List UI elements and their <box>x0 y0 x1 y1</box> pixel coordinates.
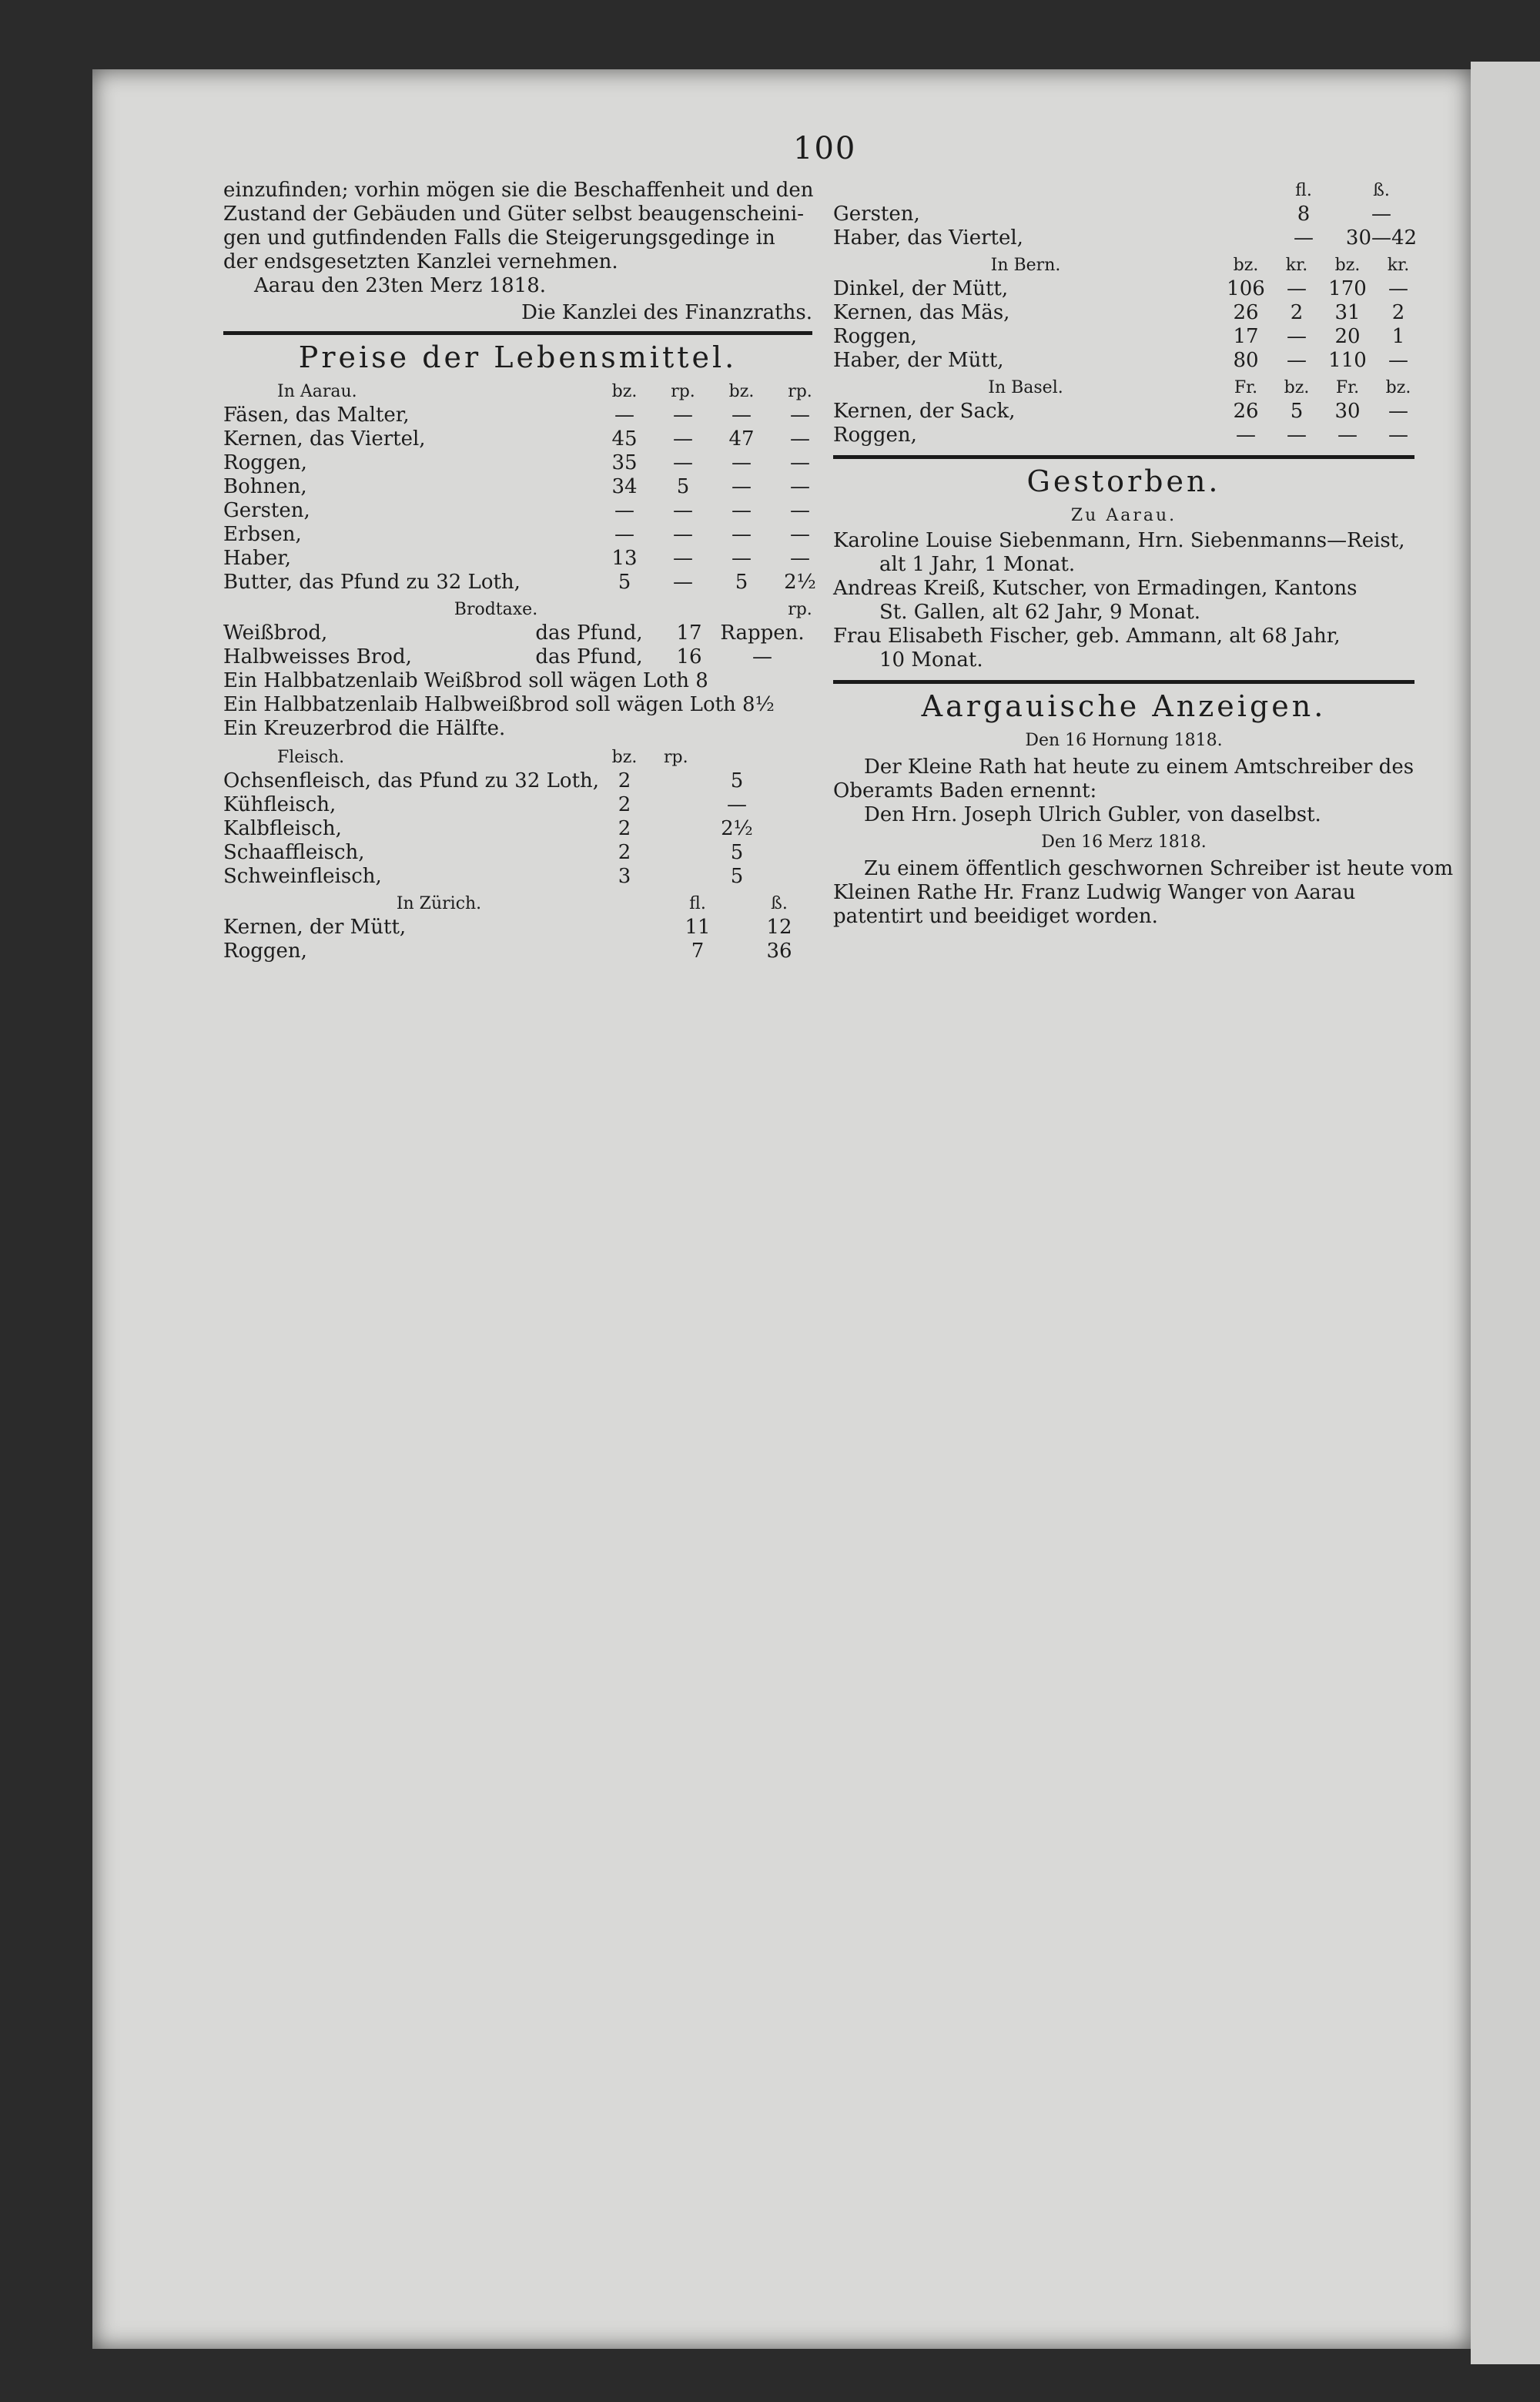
table-cell: 110 <box>1328 349 1367 372</box>
table-cell: — <box>1388 349 1408 372</box>
table-header: In Basel. <box>988 378 1063 397</box>
table-row-label: Bohnen, <box>223 475 307 498</box>
table-cell: — <box>614 523 634 546</box>
table-header: Brodtaxe. <box>454 600 538 619</box>
table-cell: — <box>673 571 693 594</box>
bern-price-rows <box>833 277 1414 373</box>
table-cell: 1 <box>1391 325 1405 348</box>
table-header: kr. <box>1387 256 1410 275</box>
table-row-label: Halbweisses Brod, <box>223 645 412 668</box>
notices-title: Aargauische Anzeigen. <box>921 689 1327 723</box>
section-rule <box>833 680 1414 684</box>
table-cell: — <box>732 499 752 522</box>
death-entry: Frau Elisabeth Fischer, geb. Ammann, alt 68 Jahr, <box>833 625 1341 648</box>
table-header: Fr. <box>1335 378 1360 397</box>
notice-line: Der Kleine Rath hat heute zu einem Amtschreiber des <box>864 755 1414 779</box>
table-cell: 5 <box>730 865 744 888</box>
place-date: Aarau den 23ten Merz 1818. <box>254 274 547 297</box>
table-cell: 2½ <box>784 571 816 594</box>
table-cell: — <box>732 475 752 498</box>
table-row-label: Kühfleisch, <box>223 793 336 816</box>
table-cell: 20 <box>1334 325 1361 348</box>
table-cell: — <box>1371 203 1391 226</box>
table-cell: — <box>1236 424 1256 447</box>
table-cell: 5 <box>1290 400 1304 423</box>
bern-header <box>833 253 1414 277</box>
table-row <box>223 621 812 645</box>
brot-header <box>223 598 812 621</box>
table-cell: 13 <box>611 547 638 570</box>
right-column <box>833 179 1454 929</box>
notice-line: patentirt und beeidiget worden. <box>833 905 1158 928</box>
table-header <box>833 179 1264 203</box>
basel-price-rows <box>833 400 1414 447</box>
fleisch-header <box>223 745 812 769</box>
basel-header <box>833 376 1414 400</box>
table-cell: 34 <box>611 475 638 498</box>
table-row-label: Roggen, <box>833 424 917 447</box>
brot-price-rows <box>223 621 812 669</box>
table-row-label: Butter, das Pfund zu 32 Loth, <box>223 571 521 594</box>
zurich-price-rows <box>223 916 812 963</box>
section-rule <box>833 455 1414 459</box>
table-header: bz. <box>611 748 638 767</box>
table-cell: — <box>790 451 810 474</box>
table-cell: — <box>1287 277 1307 300</box>
table-cell: — <box>790 547 810 570</box>
table-cell: 3 <box>618 865 631 888</box>
table-cell: — <box>1287 424 1307 447</box>
table-row <box>223 645 812 669</box>
table-cell: — <box>673 499 693 522</box>
table-header: Fleisch. <box>277 748 345 767</box>
table-cell: 5 <box>730 841 744 864</box>
table-cell: das Pfund, <box>535 645 643 668</box>
table-cell: — <box>1388 424 1408 447</box>
table-header: In Bern. <box>990 256 1061 275</box>
table-cell: — <box>790 475 810 498</box>
intro-line: Zustand der Gebäuden und Güter selbst beaugenscheini- <box>223 203 804 226</box>
table-row-label: Schaaffleisch, <box>223 841 365 864</box>
table-cell: 7 <box>691 940 705 963</box>
table-cell: — <box>790 499 810 522</box>
table-cell: 12 <box>766 916 792 939</box>
table-cell: 36 <box>766 940 792 963</box>
table-cell: 26 <box>1233 400 1259 423</box>
table-cell: — <box>673 547 693 570</box>
deaths-list <box>833 529 1414 672</box>
notice-line: Kleinen Rathe Hr. Franz Ludwig Wanger von Aarau <box>833 881 1356 904</box>
table-cell: — <box>1337 424 1358 447</box>
table-row-label: Kernen, das Viertel, <box>223 427 426 451</box>
table-cell: 2 <box>618 793 631 816</box>
table-cell: 2½ <box>721 817 753 840</box>
table-cell: — <box>727 793 747 816</box>
table-cell: Rappen. <box>720 621 805 645</box>
table-cell: — <box>673 427 693 451</box>
table-cell: 2 <box>1391 301 1405 324</box>
table-cell: 80 <box>1233 349 1259 372</box>
brot-weight-line: Ein Kreuzerbrod die Hälfte. <box>223 717 506 740</box>
table-row-label: Haber, der Mütt, <box>833 349 1004 372</box>
table-cell: 2 <box>1290 301 1304 324</box>
aarau-price-table <box>223 380 812 404</box>
prices-title: Preise der Lebensmittel. <box>298 340 738 374</box>
table-row-label: Ochsenfleisch, das Pfund zu 32 Loth, <box>223 769 600 792</box>
table-cell: — <box>732 523 752 546</box>
intro-paragraph <box>223 179 812 274</box>
table-header: In Zürich. <box>396 894 482 913</box>
intro-line: gen und gutfindenden Falls die Steigerungsgedinge in <box>223 226 775 250</box>
table-cell: 31 <box>1334 301 1361 324</box>
table-header: rp. <box>664 748 688 767</box>
notice-line: Zu einem öffentlich geschwornen Schreiber ist heute vom <box>864 857 1454 880</box>
table-row-label: Gersten, <box>833 203 920 226</box>
table-row-label: Haber, das Viertel, <box>833 226 1023 250</box>
table-cell: — <box>1294 226 1314 250</box>
deaths-title: Gestorben. <box>1026 464 1221 498</box>
table-cell: 170 <box>1328 277 1367 300</box>
table-header: In Aarau. <box>277 382 357 401</box>
table-cell: 17 <box>676 621 702 645</box>
table-header: bz. <box>611 382 638 401</box>
section-rule <box>223 331 812 335</box>
zurich-cont-header <box>833 179 1414 203</box>
table-header: rp. <box>671 382 695 401</box>
aarau-price-rows <box>223 404 816 595</box>
table-row-label: Kernen, der Sack, <box>833 400 1016 423</box>
table-cell: 8 <box>1297 203 1311 226</box>
table-cell: — <box>1388 400 1408 423</box>
table-row-label: Erbsen, <box>223 523 302 546</box>
table-cell: — <box>673 451 693 474</box>
zurich-cont-rows <box>833 203 1418 250</box>
notice-date: Den 16 Hornung 1818. <box>1025 731 1223 750</box>
table-cell: das Pfund, <box>535 621 643 645</box>
table-header: kr. <box>1285 256 1308 275</box>
table-header: rp. <box>788 600 812 619</box>
table-cell: 5 <box>735 571 748 594</box>
table-cell: — <box>673 404 693 427</box>
table-row-label: Roggen, <box>223 940 307 963</box>
table-header: rp. <box>788 382 812 401</box>
table-row-label: Fäsen, das Malter, <box>223 404 410 427</box>
table-cell: — <box>732 404 752 427</box>
notice-name: Den Hrn. Joseph Ulrich Gubler, von daselbst. <box>864 803 1321 826</box>
table-cell: 17 <box>1233 325 1259 348</box>
table-header: bz. <box>1284 378 1310 397</box>
brot-weight-line: Ein Halbbatzenlaib Halbweißbrod soll wägen Loth 8½ <box>223 693 775 716</box>
table-cell: — <box>790 427 810 451</box>
intro-line: der endsgesetzten Kanzlei vernehmen. <box>223 250 618 273</box>
table-cell: — <box>673 523 693 546</box>
table-row-label: Gersten, <box>223 499 310 522</box>
adjacent-page-edge <box>1471 62 1540 2364</box>
table-cell: — <box>614 404 634 427</box>
table-cell: 2 <box>618 769 631 792</box>
table-header: bz. <box>1233 256 1259 275</box>
table-header: fl. <box>1295 181 1312 200</box>
table-cell: — <box>1287 349 1307 372</box>
table-cell: 5 <box>730 769 744 792</box>
notice-line: Oberamts Baden ernennt: <box>833 779 1097 802</box>
table-cell: — <box>752 645 772 668</box>
table-cell: 35 <box>611 451 638 474</box>
table-cell: 2 <box>618 841 631 864</box>
table-cell: 47 <box>728 427 755 451</box>
death-entry-cont: St. Gallen, alt 62 Jahr, 9 Monat. <box>879 601 1201 624</box>
table-cell: — <box>732 451 752 474</box>
table-cell: 11 <box>685 916 711 939</box>
table-row-label: Roggen, <box>833 325 917 348</box>
zurich-header <box>223 892 812 916</box>
table-row-label: Roggen, <box>223 451 307 474</box>
table-row-label: Weißbrod, <box>223 621 328 645</box>
table-cell: 30—42 <box>1345 226 1418 250</box>
table-cell: 2 <box>618 817 631 840</box>
death-entry-cont: alt 1 Jahr, 1 Monat. <box>879 553 1076 576</box>
table-row-label: Haber, <box>223 547 292 570</box>
intro-line: einzufinden; vorhin mögen sie die Beschaffenheit und den <box>223 179 814 202</box>
table-cell: — <box>1388 277 1408 300</box>
brot-weight-line: Ein Halbbatzenlaib Weißbrod soll wägen Loth 8 <box>223 669 708 692</box>
death-entry: Andreas Kreiß, Kutscher, von Ermadingen, Kantons <box>833 577 1358 600</box>
table-header: fl. <box>689 894 706 913</box>
deaths-place: Zu Aarau. <box>1070 506 1177 525</box>
table-cell: 16 <box>676 645 702 668</box>
table-cell: 30 <box>1334 400 1361 423</box>
table-header: bz. <box>1334 256 1361 275</box>
death-entry-cont: 10 Monat. <box>879 648 983 672</box>
table-row-label: Kernen, der Mütt, <box>223 916 407 939</box>
signature: Die Kanzlei des Finanzraths. <box>521 301 812 324</box>
table-cell: 5 <box>618 571 631 594</box>
table-header: ß. <box>1373 181 1390 200</box>
brot-weights <box>223 669 812 741</box>
table-row-label: Kalbfleisch, <box>223 817 342 840</box>
table-header: ß. <box>771 894 788 913</box>
death-entry: Karoline Louise Siebenmann, Hrn. Siebenmanns—Reist, <box>833 529 1405 552</box>
table-header: Fr. <box>1234 378 1258 397</box>
table-cell: 26 <box>1233 301 1259 324</box>
table-cell: 5 <box>676 475 690 498</box>
page-number: 100 <box>793 131 857 166</box>
table-cell: 45 <box>611 427 638 451</box>
left-column <box>223 179 816 963</box>
fleisch-price-rows <box>223 769 812 889</box>
table-header: bz. <box>728 382 755 401</box>
table-cell: — <box>614 499 634 522</box>
notice-date: Den 16 Merz 1818. <box>1041 832 1207 852</box>
table-header: bz. <box>1385 378 1411 397</box>
table-cell: — <box>790 523 810 546</box>
table-cell: — <box>732 547 752 570</box>
table-row-label: Dinkel, der Mütt, <box>833 277 1009 300</box>
table-cell: 106 <box>1227 277 1265 300</box>
table-row-label: Kernen, das Mäs, <box>833 301 1010 324</box>
table-row-label: Schweinfleisch, <box>223 865 382 888</box>
table-cell: — <box>790 404 810 427</box>
table-cell: — <box>1287 325 1307 348</box>
